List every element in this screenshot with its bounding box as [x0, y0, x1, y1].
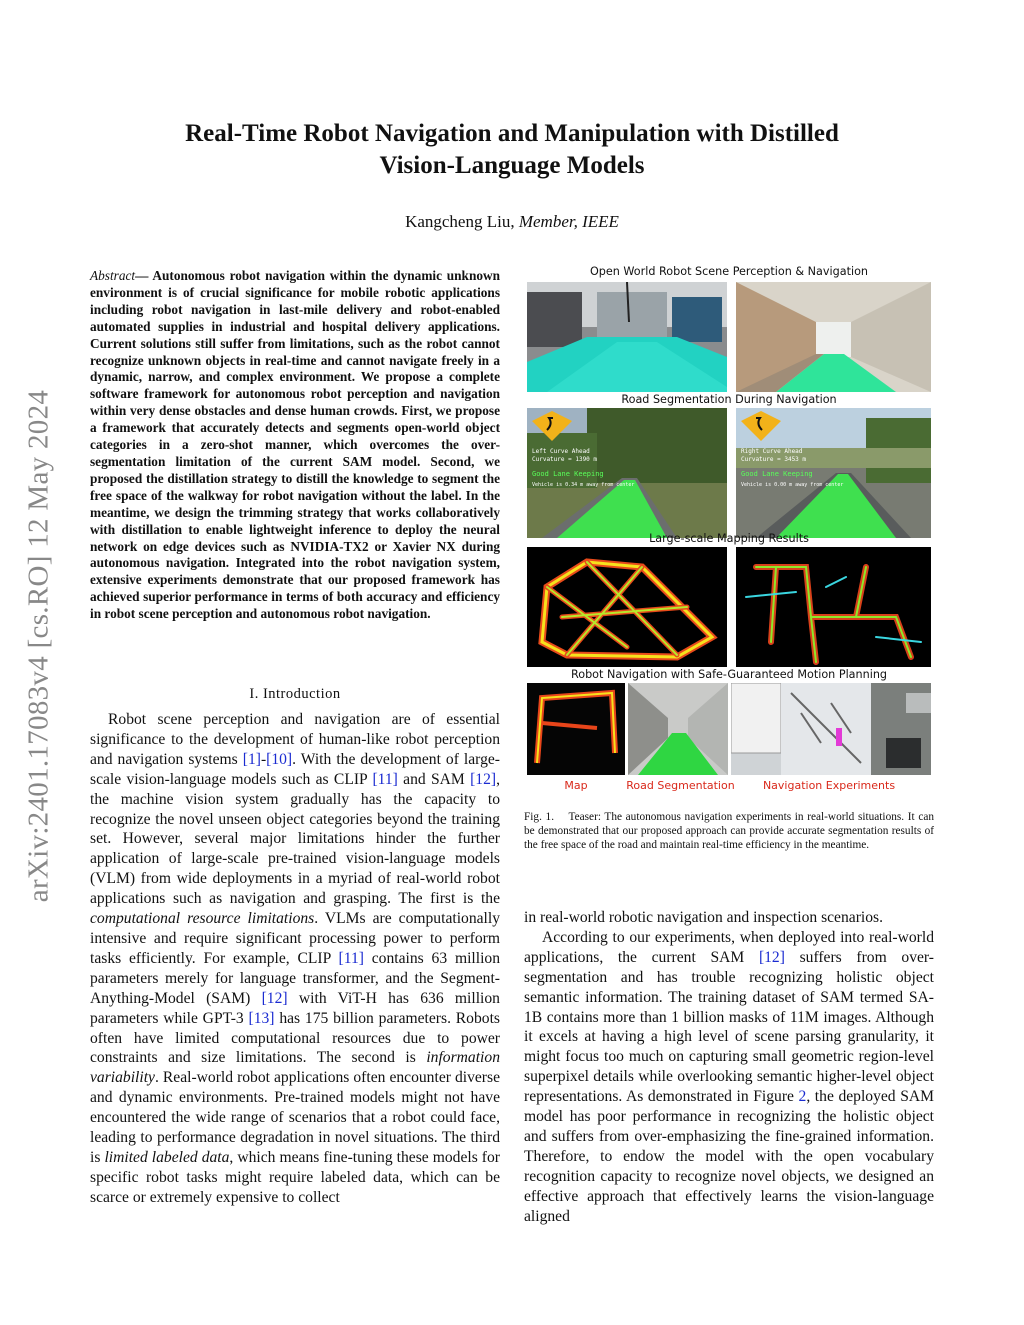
hud-offset-left: Vehicle is 0.34 m away from center: [532, 482, 635, 488]
figure-reference-link[interactable]: 2: [798, 1088, 807, 1106]
figure-1: [524, 262, 934, 802]
figure-caption-label: Fig. 1.: [524, 811, 555, 823]
citation-link[interactable]: [1]: [242, 750, 261, 768]
right-text: , the deployed SAM model has poor performance in recognizing the holistic object and suffers from over-emphasizing the fine-grained information. Therefore, to endow the model with the open vocabulary recognition capacity to recognize novel objects, we designed an effective approach that effectively learns the vision-language aligned: [524, 1088, 934, 1225]
right-paragraph-1: in real-world robotic navigation and inspection scenarios.: [524, 909, 883, 926]
citation-link[interactable]: [10]: [266, 750, 293, 768]
intro-text: . VLMs are computationally intensive and require significant processing power to perform tasks efficiently. For example, CLIP: [90, 910, 501, 967]
hud-curve-right: Right Curve Ahead: [741, 448, 803, 455]
right-text: According to our experiments, when deployed into real-world applications, the current SAM: [524, 928, 934, 966]
hud-curvature-right: Curvature = 3453 m: [741, 456, 807, 463]
hud-lane-keep-left: Good Lane Keeping: [532, 470, 604, 478]
intro-text: and SAM: [397, 770, 471, 788]
intro-emphasis: limited labeled data: [104, 1148, 230, 1166]
hud-curvature-left: Curvature = 1390 m: [532, 456, 598, 463]
figure-heading-road: Road Segmentation During Navigation: [621, 393, 837, 406]
corridor-photo-left: [527, 282, 727, 392]
paper-title: [100, 118, 924, 182]
intro-emphasis: information variability: [90, 1049, 500, 1087]
large-scale-map-right: [736, 547, 931, 667]
right-text: suffers from over-segmentation and has trouble recognizing holistic object semantic information. The training dataset of SAM termed SA-1B contains more than 1 billion masks of 11M images. Although it excels at having a high level of scene parsing granularity, it might focus too much on capturing small geometric region-level superpixel details while overlooking semantic higher-level object representations. As demonstrated in Figure: [524, 948, 934, 1106]
citation-link[interactable]: [11]: [338, 949, 364, 967]
intro-emphasis: computational resource limitations: [90, 910, 315, 928]
corridor-photo-right: [736, 282, 931, 392]
author-name: Kangcheng Liu,: [405, 212, 515, 231]
citation-link[interactable]: [13]: [248, 1009, 275, 1027]
hud-lane-keep-right: Good Lane Keeping: [741, 470, 813, 478]
figure-heading-perception: Open World Robot Scene Perception & Navigation: [589, 265, 869, 278]
hud-offset-right: Vehicle is 0.00 m away from center: [741, 482, 844, 488]
figure-label-navigation-experiments: Navigation Experiments: [762, 779, 896, 792]
intro-paragraph: [90, 710, 500, 1208]
figure-heading-mapping: Large-scale Mapping Results: [649, 532, 809, 545]
intro-text: -: [260, 750, 267, 768]
figure-label-road-segmentation: Road Segmentation: [626, 779, 735, 792]
road-segmentation-right: [736, 408, 931, 538]
large-scale-map-left: [527, 547, 727, 667]
citation-link[interactable]: [12]: [261, 989, 288, 1007]
figure-caption-text: Teaser: The autonomous navigation experiments in real-world situations. It can be demonstrated that our proposed approach can provide accurate segmentation results of the free space of the road and maintain real-time efficiency in the meantime.: [524, 811, 934, 852]
intro-text: . With the development of large-scale vision-language models such as CLIP: [90, 750, 500, 788]
intro-text: with ViT-H has 636 million parameters while GPT-3: [90, 989, 500, 1027]
citation-link[interactable]: [11]: [372, 770, 398, 788]
citation-link[interactable]: [12]: [470, 770, 497, 788]
intro-text: , which means fine-tuning these models for specific robot tasks might require labeled data, which can be scarce or extremely expensive to collect: [90, 1148, 500, 1206]
figure-caption: [524, 810, 934, 853]
intro-text: . Real-world robot applications often encounter diverse and dynamic environments. Pre-trained models might not have encountered the wide range of scenarios that a robot could face, leading to performance degradation in novel situations. The third is: [90, 1069, 500, 1166]
road-segmentation-left: [527, 408, 727, 538]
intro-text: has 175 billion parameters. Robots often have limited computational resources due to power constraints and size limitations. The second is: [90, 1009, 500, 1067]
author-line: [100, 212, 924, 232]
navigation-road-segmentation: [628, 683, 728, 775]
title-line-2: Vision-Language Models: [379, 152, 645, 179]
right-paragraph-2: [524, 928, 934, 1227]
intro-text: Robot scene perception and navigation are of essential significance to the development of human-like robot perception and navigation systems: [90, 711, 500, 768]
figure-label-map: Map: [564, 779, 588, 792]
arxiv-identifier-text: arXiv:2401.17083v4 [cs.RO] 12 May 2024: [22, 389, 55, 903]
section-heading: I. Introduction: [249, 686, 341, 702]
author-role: Member, IEEE: [518, 212, 619, 231]
title-line-1: Real-Time Robot Navigation and Manipulation with Distilled: [185, 120, 839, 147]
figure-heading-motion: Robot Navigation with Safe-Guaranteed Motion Planning: [570, 668, 888, 681]
right-column-text: [524, 908, 934, 1227]
intro-text: , the machine vision system gradually has the capacity to recognize the novel unseen object categories beyond the training set. However, several major limitations hinder the further application of large-scale pre-trained vision-language models (VLM) from wide deployments in a myriad of real-world robot applications such as navigation and grasping. The first is the: [90, 770, 500, 908]
abstract: [90, 268, 500, 623]
abstract-lead: Abstract: [90, 268, 136, 283]
arxiv-identifier: [14, 346, 64, 946]
citation-link[interactable]: [12]: [758, 948, 785, 966]
intro-text: contains 63 million parameters merely for language transformer, and the Segment-Anything-Model (SAM): [90, 949, 500, 1007]
navigation-experiments-photo: [731, 683, 931, 775]
hud-curve-left: Left Curve Ahead: [532, 448, 590, 455]
abstract-body: — Autonomous robot navigation within the dynamic unknown environment is of crucial significance for mobile robotic applications including robot navigation in last-mile delivery and robot-enabled automated supplies in industrial and hospital delivery applications. Current solutions still suffer from limitations, such as the robot cannot recognize unknown objects in real-time and cannot navigate freely in a dynamic, narrow, and complex environment. We propose a complete software framework for autonomous robot perception and navigation within very dense obstacles and dense human crowds. First, we propose a framework that accurately detects and segments open-world object categories in a zero-shot manner, which overcomes the over-segmentation limitation of the current SAM model. Second, we proposed the distillation strategy to distill the knowledge to segment the free space of the walkway for robot navigation without the label. In the meantime, we design the trimming strategy that works collaboratively with distillation to enable lightweight inference to deploy the neural network on edge devices such as NVIDIA-TX2 or Xavier NX during autonomous navigation. Integrated into the robot navigation system, extensive experiments demonstrate that our proposed framework has achieved superior performance in terms of both accuracy and efficiency in robot scene perception and autonomous robot navigation.: [90, 268, 500, 622]
navigation-map: [527, 683, 625, 775]
